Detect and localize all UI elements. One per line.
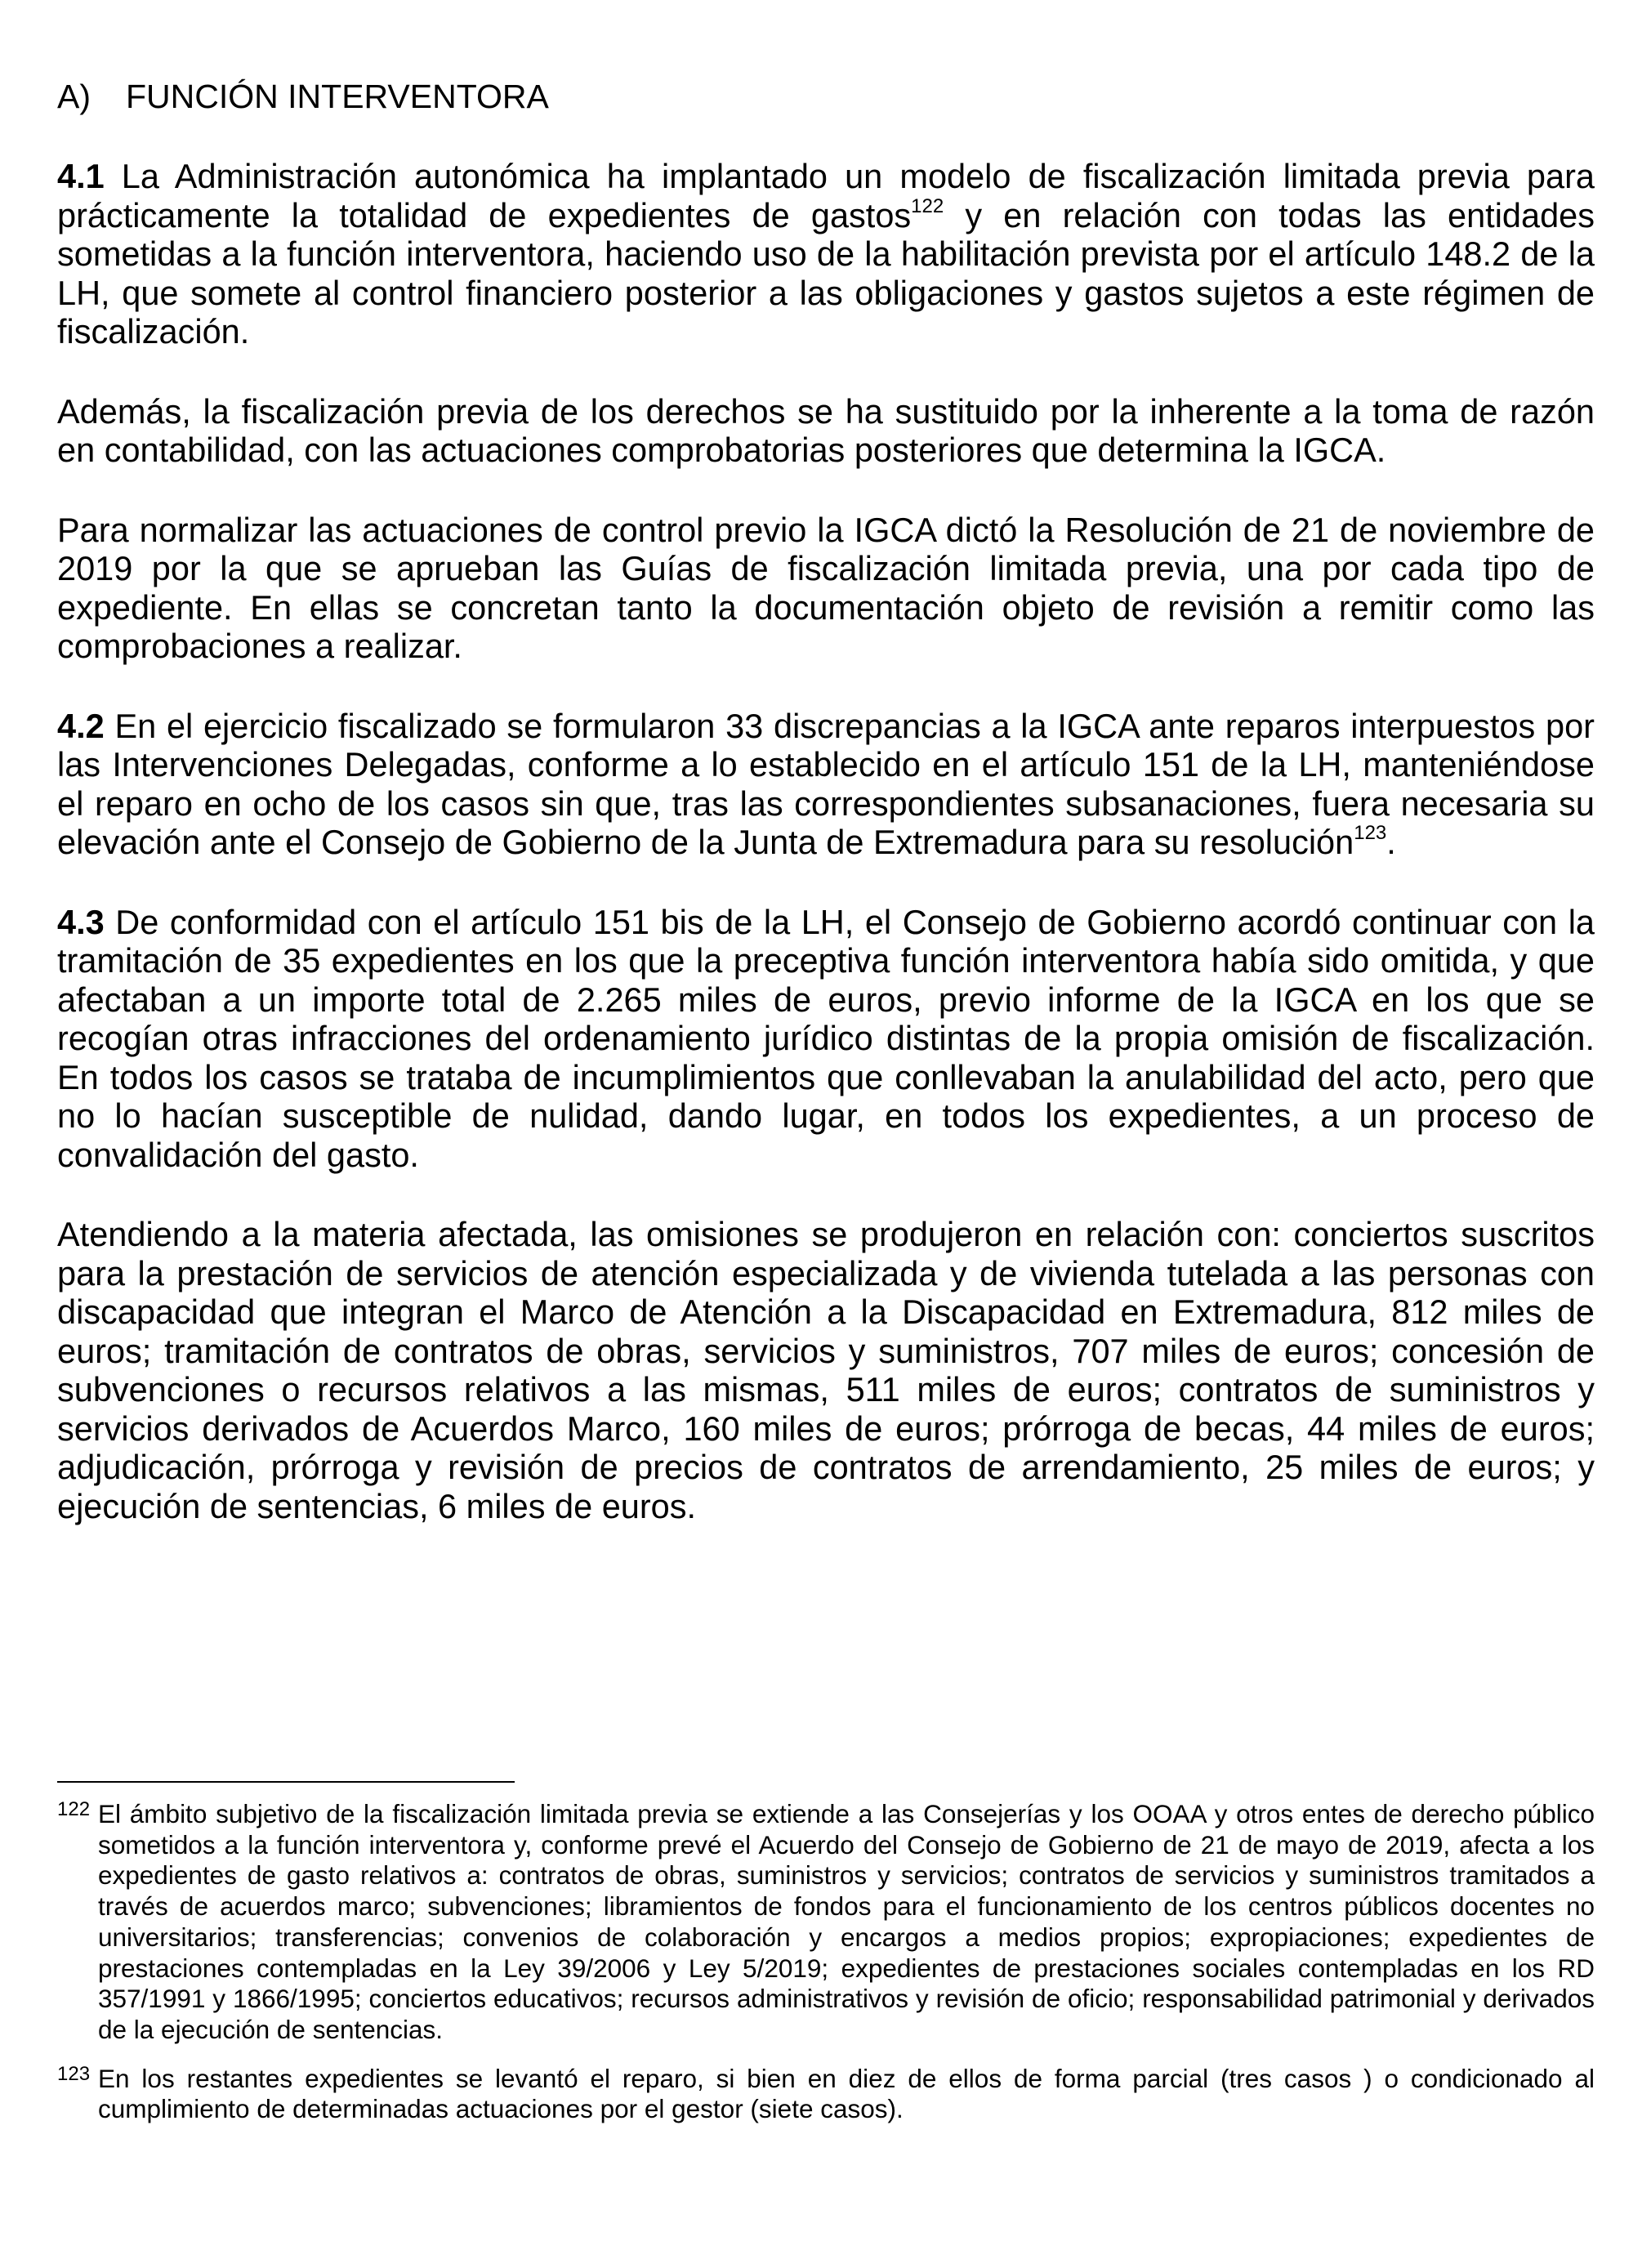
footnote-text: En los restantes expedientes se levantó el reparo, si bien en diez de ellos de forma parcial (tres casos ) o condicionado al cumplimiento de determinadas actuaciones por el gestor (siete casos). xyxy=(98,2063,1595,2124)
paragraph-text: . xyxy=(1386,823,1396,861)
paragraph-4-2 xyxy=(57,707,1595,862)
footnote-separator xyxy=(57,1781,515,1783)
paragraph-4-1-c: Para normalizar las actuaciones de control previo la IGCA dictó la Resolución de 21 de noviembre de 2019 por la que se aprueban las Guías de fiscalización limitada previa, una por cada tipo de expediente. En ellas se concretan tanto la documentación objeto de revisión a remitir como las comprobaciones a realizar. xyxy=(57,510,1595,665)
paragraph-4-1 xyxy=(57,157,1595,351)
section-letter: A) xyxy=(57,78,91,115)
paragraph-4-3 xyxy=(57,903,1595,1175)
paragraph-number: 4.2 xyxy=(57,706,105,745)
footnote-ref-123[interactable]: 123 xyxy=(1354,822,1387,844)
paragraph-text: La Administración autonómica ha implantado un modelo de fiscalización limitada previa para prácticamente la totalidad de expedientes de gastos xyxy=(57,157,1595,234)
paragraph-text: En el ejercicio fiscalizado se formularon 33 discrepancias a la IGCA ante reparos interpuestos por las Intervenciones Delegadas, conforme a lo establecido en el artículo 151 de la LH, manteniéndose el reparo en ocho de los casos sin que, tras las correspondientes subsanaciones, fuera necesaria su elevación ante el Consejo de Gobierno de la Junta de Extremadura para su resolución xyxy=(57,706,1595,861)
paragraph-number: 4.1 xyxy=(57,157,105,195)
footnote-122 xyxy=(57,1799,1595,2046)
footnotes xyxy=(57,1781,1595,2143)
footnote-text: El ámbito subjetivo de la fiscalización limitada previa se extiende a las Consejerías y los OOAA y otros entes de derecho público sometidos a la función interventora y, conforme prevé el Acuerdo del Consejo de Gobierno de 21 de mayo de 2019, afecta a los expedientes de gasto relativos a: contratos de obras, suministros y servicios; contratos de servicios y suministros tramitados a través de acuerdos marco; subvenciones; libramientos de fondos para el funcionamiento de los centros públicos docentes no universitarios; transferencias; convenios de colaboración y encargos a medios propios; expropiaciones; expedientes de prestaciones contempladas en la Ley 39/2006 y Ley 5/2019; expedientes de prestaciones sociales contempladas en los RD 357/1991 y 1866/1995; conciertos educativos; recursos administrativos y revisión de oficio; responsabilidad patrimonial y derivados de la ejecución de sentencias. xyxy=(98,1799,1595,2044)
footnote-123 xyxy=(57,2064,1595,2125)
footnote-mark: 122 xyxy=(57,1798,91,1820)
paragraph-text: De conformidad con el artículo 151 bis de la LH, el Consejo de Gobierno acordó continuar con la tramitación de 35 expedientes en los que la preceptiva función interventora había sido omitida, y que afectaban a un importe total de 2.265 miles de euros, previo informe de la IGCA en los que se recogían otras infracciones del ordenamiento jurídico distintas de la propia omisión de fiscalización. En todos los casos se trataba de incumplimientos que conllevaban la anulabilidad del acto, pero que no lo hacían susceptible de nulidad, dando lugar, en todos los expedientes, a un proceso de convalidación del gasto. xyxy=(57,902,1595,1174)
paragraph-text: y en relación con todas las entidades sometidas a la función interventora, haciendo uso de la habilitación prevista por el artículo 148.2 de la LH, que somete al control financiero posterior a las obligaciones y gastos sujetos a este régimen de fiscalización. xyxy=(57,195,1595,350)
paragraph-number: 4.3 xyxy=(57,902,105,941)
section-title: FUNCIÓN INTERVENTORA xyxy=(126,78,549,115)
paragraph-4-3-b: Atendiendo a la materia afectada, las omisiones se produjeron en relación con: conciertos suscritos para la prestación de servicios de atención especializada y de vivienda tutelada a las personas con discapacidad que integran el Marco de Atención a la Discapacidad en Extremadura, 812 miles de euros; tramitación de contratos de obras, servicios y suministros, 707 miles de euros; concesión de subvenciones o recursos relativos a las mismas, 511 miles de euros; contratos de suministros y servicios derivados de Acuerdos Marco, 160 miles de euros; prórroga de becas, 44 miles de euros; adjudicación, prórroga y revisión de precios de contratos de arrendamiento, 25 miles de euros; y ejecución de sentencias, 6 miles de euros. xyxy=(57,1215,1595,1525)
document-body xyxy=(57,74,1595,1566)
section-heading xyxy=(57,74,1595,119)
footnote-ref-122[interactable]: 122 xyxy=(911,194,944,217)
footnote-mark: 123 xyxy=(57,2062,91,2085)
paragraph-4-1-b: Además, la fiscalización previa de los derechos se ha sustituido por la inherente a la toma de razón en contabilidad, con las actuaciones comprobatorias posteriores que determina la IGCA. xyxy=(57,391,1595,469)
